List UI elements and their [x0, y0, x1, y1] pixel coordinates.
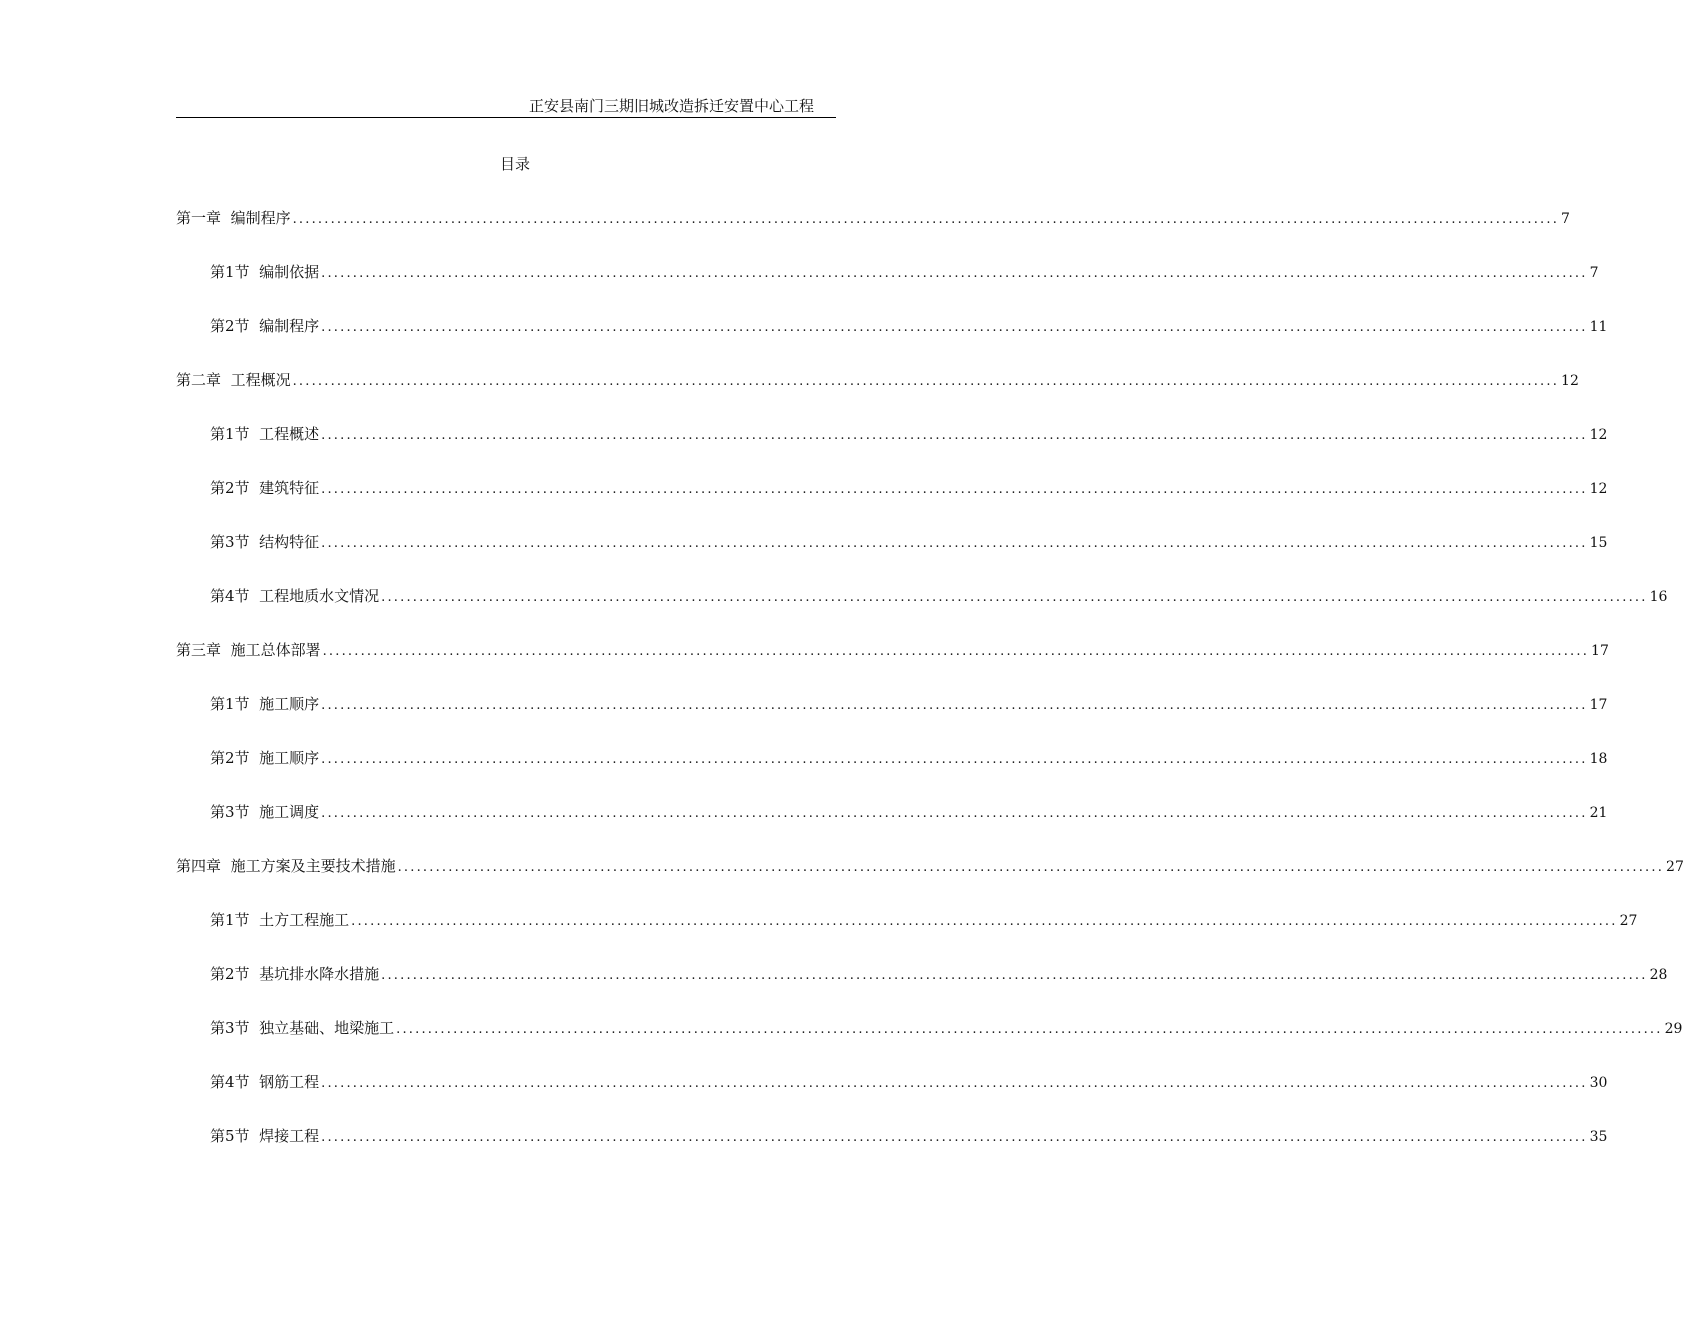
- toc-chapter-entry[interactable]: [176, 855, 1684, 877]
- toc-entry-text: 编制程序: [230, 209, 291, 227]
- toc-section-entry[interactable]: [210, 693, 1608, 715]
- toc-dot-leader: ........................................................................................................................................................................................................: [321, 266, 1588, 281]
- toc-dot-leader: ........................................................................................................................................................................................................: [321, 482, 1588, 497]
- toc-chapter-entry[interactable]: [176, 207, 1570, 229]
- toc-entry-text: 工程概述: [259, 425, 320, 443]
- toc-dot-leader: ........................................................................................................................................................................................................: [321, 1130, 1588, 1145]
- toc-dot-leader: ........................................................................................................................................................................................................: [381, 590, 1648, 605]
- toc-dot-leader: ........................................................................................................................................................................................................: [321, 428, 1588, 443]
- toc-section-entry[interactable]: [210, 963, 1668, 985]
- toc-dot-leader: ........................................................................................................................................................................................................: [321, 320, 1588, 335]
- toc-entry-text: 基坑排水降水措施: [259, 965, 380, 983]
- toc-page-number: 16: [1649, 589, 1668, 605]
- toc-page-number: 35: [1589, 1129, 1608, 1145]
- toc-entry-number: 第一章: [176, 209, 222, 227]
- toc-page-number: 30: [1589, 1075, 1608, 1091]
- toc-entry-number: 第3节: [210, 803, 250, 821]
- toc-entry-text: 编制依据: [259, 263, 320, 281]
- toc-dot-leader: ........................................................................................................................................................................................................: [292, 374, 1560, 389]
- page-header: [176, 96, 836, 118]
- toc-page-number: 11: [1589, 319, 1608, 335]
- toc-page-number: 12: [1561, 373, 1579, 389]
- toc-section-entry[interactable]: [210, 909, 1638, 931]
- toc-dot-leader: ........................................................................................................................................................................................................: [396, 1022, 1663, 1037]
- toc-entry-number: 第5节: [210, 1127, 250, 1145]
- toc-section-entry[interactable]: [210, 747, 1608, 769]
- toc-section-entry[interactable]: [210, 585, 1668, 607]
- toc-entry-number: 第2节: [210, 479, 250, 497]
- toc-entry-text: 独立基础、地梁施工: [259, 1019, 395, 1037]
- toc-entry-text: 工程地质水文情况: [259, 587, 380, 605]
- toc-page-number: 18: [1589, 751, 1608, 767]
- toc-page-number: 29: [1664, 1021, 1683, 1037]
- toc-entry-number: 第3节: [210, 533, 250, 551]
- toc-page-number: 27: [1619, 913, 1638, 929]
- toc-entry-number: 第四章: [176, 857, 222, 875]
- toc-page-number: 27: [1666, 859, 1684, 875]
- toc-page-number: 7: [1589, 265, 1599, 281]
- toc-section-entry[interactable]: [210, 1125, 1608, 1147]
- toc-entry-text: 施工总体部署: [230, 641, 321, 659]
- toc-section-entry[interactable]: [210, 801, 1608, 823]
- toc-entry-text: 施工方案及主要技术措施: [230, 857, 396, 875]
- toc-chapter-entry[interactable]: [176, 639, 1609, 661]
- toc-title: 目录: [499, 155, 530, 173]
- toc-page-number: 15: [1589, 535, 1608, 551]
- toc-entry-number: 第1节: [210, 911, 250, 929]
- header-project-title: 正安县南门三期旧城改造拆迁安置中心工程: [528, 97, 814, 115]
- toc-entry-number: 第1节: [210, 695, 250, 713]
- toc-entry-number: 第1节: [210, 425, 250, 443]
- toc-section-entry[interactable]: [210, 477, 1608, 499]
- toc-dot-leader: ........................................................................................................................................................................................................: [321, 806, 1588, 821]
- toc-section-entry[interactable]: [210, 423, 1608, 445]
- toc-entry-number: 第二章: [176, 371, 222, 389]
- toc-page-number: 7: [1561, 211, 1570, 227]
- toc-page-number: 12: [1589, 427, 1608, 443]
- toc-dot-leader: ........................................................................................................................................................................................................: [321, 698, 1588, 713]
- toc-entry-text: 施工调度: [259, 803, 320, 821]
- toc-entry-number: 第4节: [210, 587, 250, 605]
- toc-entry-number: 第3节: [210, 1019, 250, 1037]
- toc-entry-text: 建筑特征: [259, 479, 320, 497]
- toc-section-entry[interactable]: [210, 261, 1599, 283]
- toc-entry-text: 施工顺序: [259, 749, 320, 767]
- toc-chapter-entry[interactable]: [176, 369, 1579, 391]
- toc-entry-number: 第2节: [210, 749, 250, 767]
- toc-entry-text: 工程概况: [230, 371, 291, 389]
- toc-dot-leader: ........................................................................................................................................................................................................: [397, 860, 1665, 875]
- toc-page-number: 17: [1589, 697, 1608, 713]
- toc-dot-leader: ........................................................................................................................................................................................................: [292, 212, 1560, 227]
- toc-entry-text: 施工顺序: [259, 695, 320, 713]
- toc-entry-text: 钢筋工程: [259, 1073, 320, 1091]
- toc-entry-text: 结构特征: [259, 533, 320, 551]
- toc-dot-leader: ........................................................................................................................................................................................................: [381, 968, 1648, 983]
- toc-page-number: 21: [1589, 805, 1608, 821]
- toc-entry-text: 焊接工程: [259, 1127, 320, 1145]
- toc-section-entry[interactable]: [210, 1071, 1608, 1093]
- toc-page-number: 12: [1589, 481, 1608, 497]
- toc-entry-number: 第2节: [210, 317, 250, 335]
- toc-section-entry[interactable]: [210, 315, 1608, 337]
- toc-page-number: 28: [1649, 967, 1668, 983]
- toc-section-entry[interactable]: [210, 1017, 1683, 1039]
- toc-dot-leader: ........................................................................................................................................................................................................: [321, 1076, 1588, 1091]
- toc-section-entry[interactable]: [210, 531, 1608, 553]
- toc-entry-number: 第三章: [176, 641, 222, 659]
- toc-entry-number: 第2节: [210, 965, 250, 983]
- toc-entry-text: 编制程序: [259, 317, 320, 335]
- toc-page-number: 17: [1591, 643, 1609, 659]
- toc-dot-leader: ........................................................................................................................................................................................................: [321, 536, 1588, 551]
- toc-dot-leader: ........................................................................................................................................................................................................: [322, 644, 1590, 659]
- toc-entry-number: 第1节: [210, 263, 250, 281]
- toc-entry-text: 土方工程施工: [259, 911, 350, 929]
- toc-dot-leader: ........................................................................................................................................................................................................: [321, 752, 1588, 767]
- toc-entry-number: 第4节: [210, 1073, 250, 1091]
- toc-dot-leader: ........................................................................................................................................................................................................: [351, 914, 1618, 929]
